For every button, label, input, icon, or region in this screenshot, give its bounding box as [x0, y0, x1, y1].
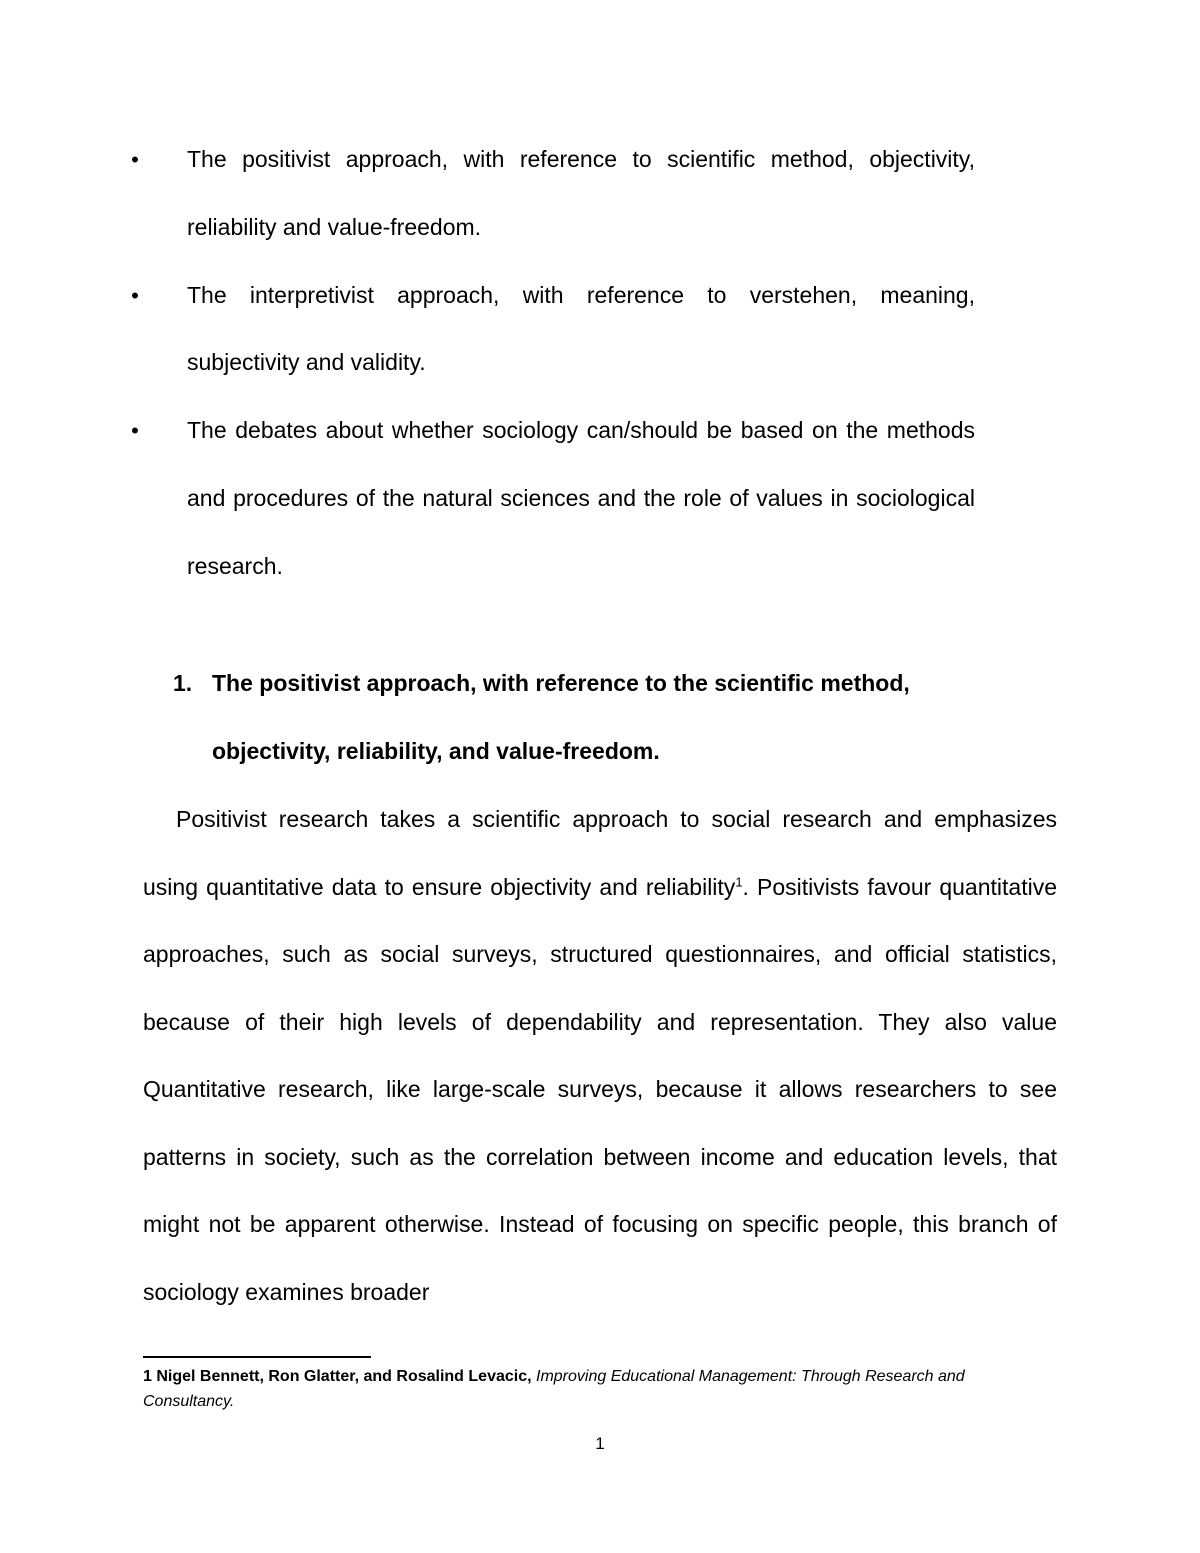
bullet-icon: •	[131, 418, 139, 444]
bullet-icon: •	[131, 282, 139, 308]
bullet-text: The interpretivist approach, with reference to verstehen, meaning, subjectivity and validity.	[187, 281, 975, 376]
section-number: 1.	[173, 670, 193, 696]
body-text-part1: Positivist research takes a scientific approach to social research and emphasizes using quantitative data to ensure objectivity and reliability	[143, 806, 1057, 900]
page-number: 1	[595, 1434, 605, 1453]
footnote-number: 1	[143, 1368, 152, 1385]
footnote-authors: Nigel Bennett, Ron Glatter, and Rosalind Levacic,	[156, 1368, 532, 1385]
footnote-title: Improving Educational Management: Through Research and Consultancy.	[143, 1368, 965, 1410]
footnote-reference[interactable]: 1	[735, 873, 743, 889]
bullet-item	[125, 262, 975, 398]
topic-bullet-list	[125, 126, 975, 601]
section-heading-text: The positivist approach, with reference to the scientific method, objectivity, reliability, and value-freedom.	[212, 670, 910, 764]
footnote-separator	[143, 1356, 371, 1358]
bullet-item	[125, 397, 975, 600]
bullet-text: The positivist approach, with reference to scientific method, objectivity, reliability and value-freedom.	[187, 146, 975, 240]
bullet-icon: •	[131, 147, 139, 172]
bullet-item	[125, 126, 975, 262]
footnote	[143, 1364, 1043, 1414]
body-paragraph	[143, 786, 1057, 1326]
body-text-part2: . Positivists favour quantitative approaches, such as social surveys, structured questionnaires, and official statistics, because of their high levels of dependability and representation. They also value Quantitative research, like large-scale surveys, because it allows researchers to see patterns in society, such as the correlation between income and education levels, that might not be apparent otherwise. Instead of focusing on specific people, this branch of sociology examines broader	[143, 873, 1057, 1305]
section-heading	[173, 650, 975, 786]
bullet-text: The debates about whether sociology can/should be based on the methods and procedures of the natural sciences and the role of values in sociological research.	[187, 417, 975, 579]
